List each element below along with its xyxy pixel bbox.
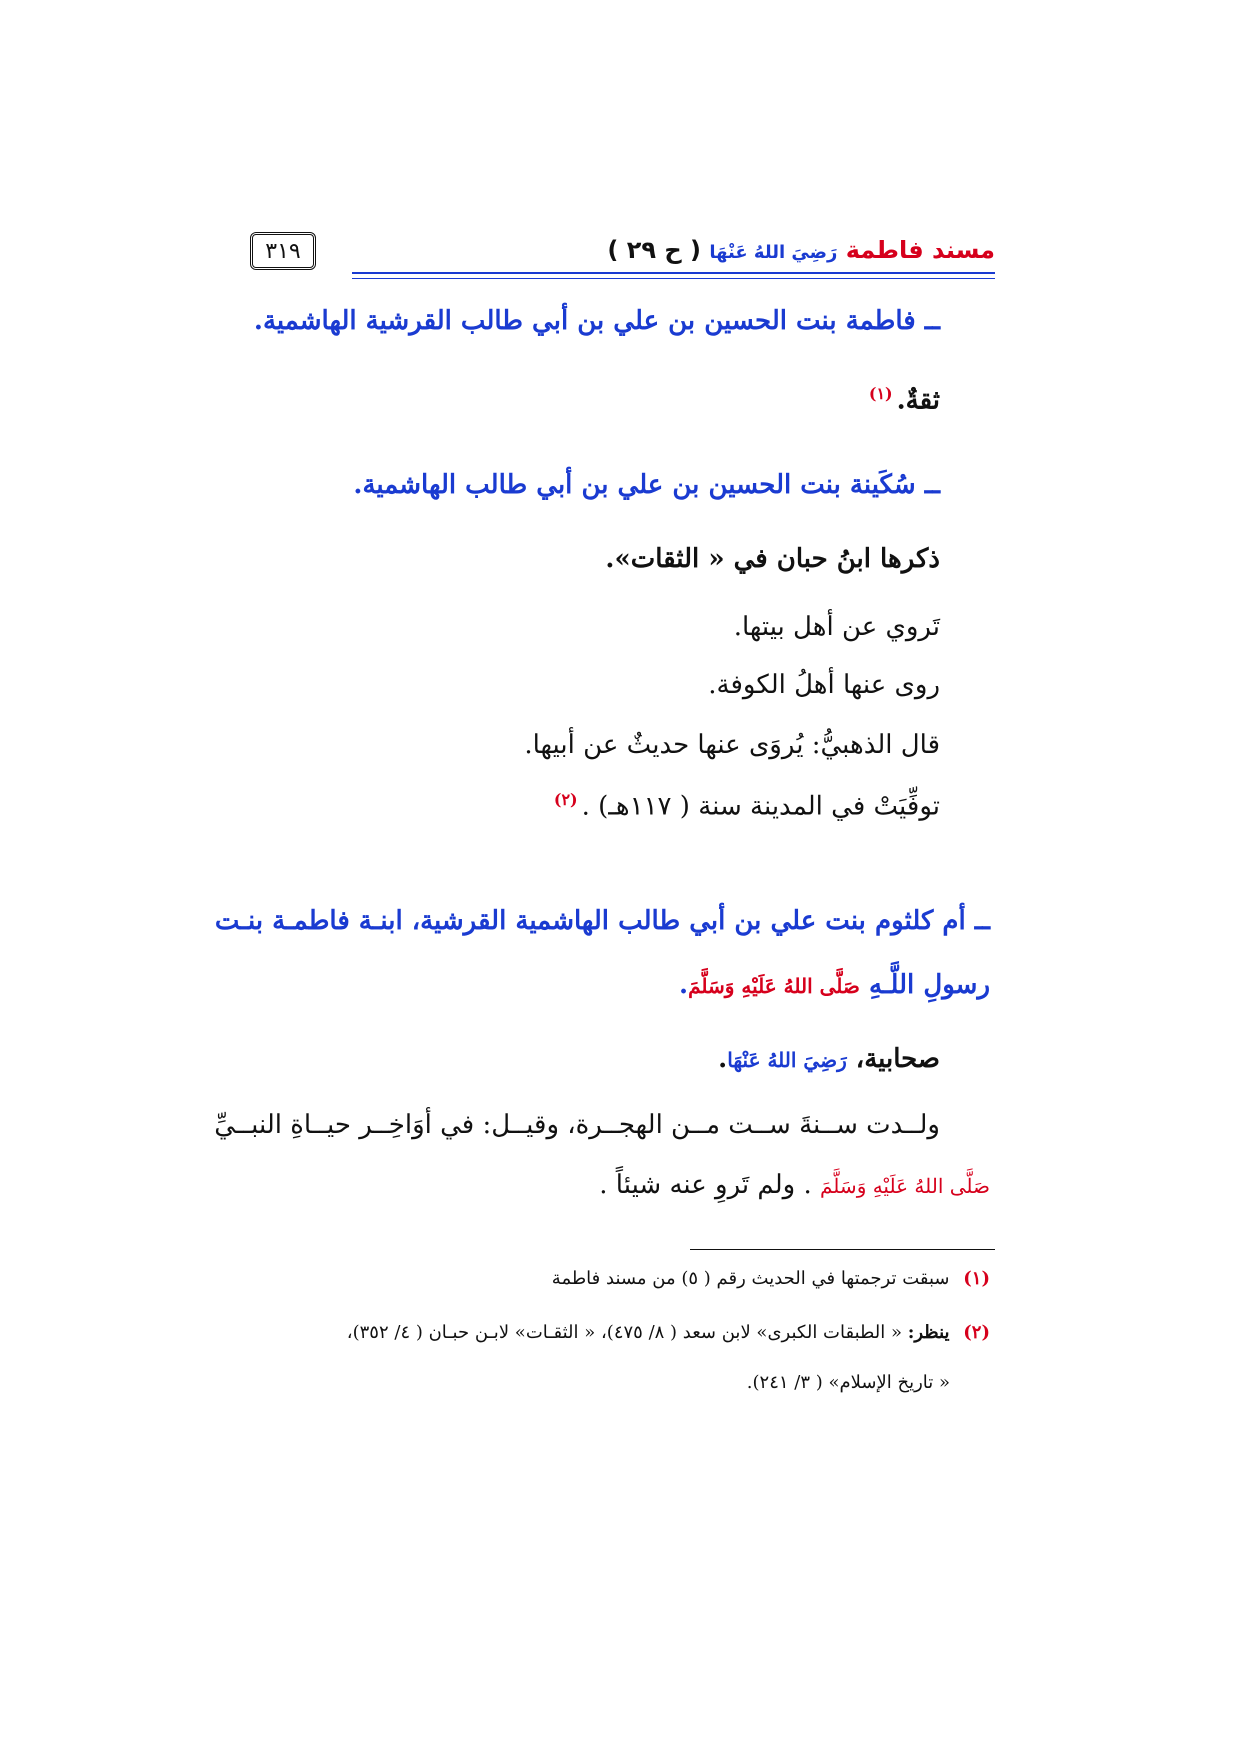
heading-text: رسولِ اللَّـهِ	[868, 970, 990, 1000]
entry-text: تَروي عن أهل بيتها.	[733, 612, 940, 642]
header-rule	[352, 272, 995, 274]
honorific-radiya: رَضِيَ اللهُ عَنْهَا	[727, 1048, 847, 1072]
page-header	[250, 236, 995, 276]
entry-text	[865, 384, 940, 417]
entry-text-value: ثقةٌ.	[896, 385, 940, 416]
entry-heading-fatima: ــ فاطمة بنت الحسين بن علي بن أبي طالب القرشية الهاشمية.	[253, 306, 940, 336]
honorific-salla: صَلَّى اللهُ عَلَيْهِ وَسَلَّمَ	[688, 974, 860, 998]
footnote-text: سبقت ترجمتها في الحديث رقم ( ٥) من مسند فاطمة	[551, 1268, 950, 1289]
footnote-1	[552, 1268, 990, 1290]
footnote-rule	[690, 1249, 995, 1250]
entry-heading-umm-kulthum-cont: رسولِ اللَّـهِ صَلَّى اللهُ عَلَيْهِ وَسَلَّمَ.	[679, 970, 990, 1000]
footnote-2	[347, 1322, 990, 1344]
entry-heading-umm-kulthum: ــ أم كلثوم بنت علي بن أبي طالب الهاشمية القرشية، ابنـة فاطمـة بنـت	[214, 906, 990, 936]
footnote-label: ينظر:	[907, 1322, 950, 1343]
running-title-ref: ( ح ٢٩ )	[607, 236, 702, 264]
entry-text: قال الذهبيُّ: يُروَى عنها حديثٌ عن أبيها.	[524, 730, 940, 760]
entry-text	[550, 790, 940, 823]
entry-text: صحابية، رَضِيَ اللهُ عَنْهَا.	[718, 1044, 940, 1074]
entry-text-value: صحابية،	[855, 1044, 940, 1074]
footnote-ref: (١)	[868, 384, 893, 403]
entry-text-value: توفِّيَتْ في المدينة سنة ( ١١٧هـ) .	[581, 791, 940, 822]
entry-text: روى عنها أهلُ الكوفة.	[708, 670, 940, 700]
entry-text-value: . ولم تَروِ عنه شيئاً .	[599, 1170, 812, 1200]
running-title-main: مسند فاطمة	[845, 236, 995, 264]
entry-heading-sukayna: ــ سُكَينة بنت الحسين بن علي بن أبي طالب الهاشمية.	[353, 470, 940, 500]
footnote-number: (١)	[963, 1268, 990, 1289]
entry-text-born-cont	[599, 1170, 990, 1201]
footnote-2-cont: « تاريخ الإسلام» ( ٣/ ٢٤١).	[746, 1372, 950, 1393]
footnote-ref: (٢)	[553, 790, 578, 809]
footnote-number: (٢)	[963, 1322, 990, 1343]
honorific-salla: صَلَّى اللهُ عَلَيْهِ وَسَلَّمَ	[820, 1174, 990, 1198]
entry-text-born: ولــدت ســنةَ ســت مــن الهجــرة، وقيــل: في أوَاخِــر حيــاةِ النبــيِّ	[214, 1110, 940, 1140]
footnote-text: « الطبقات الكبرى» لابن سعد ( ٨/ ٤٧٥)، « الثقـات» لابـن حبـان ( ٤/ ٣٥٢)،	[346, 1322, 902, 1343]
header-rule-thin	[352, 278, 995, 279]
running-title-honorific: رَضِيَ اللهُ عَنْهَا	[709, 242, 838, 263]
entry-text: ذكرها ابنُ حبان في « الثقات».	[605, 544, 940, 574]
page-number: ٣١٩	[250, 232, 316, 270]
running-title	[607, 236, 995, 264]
